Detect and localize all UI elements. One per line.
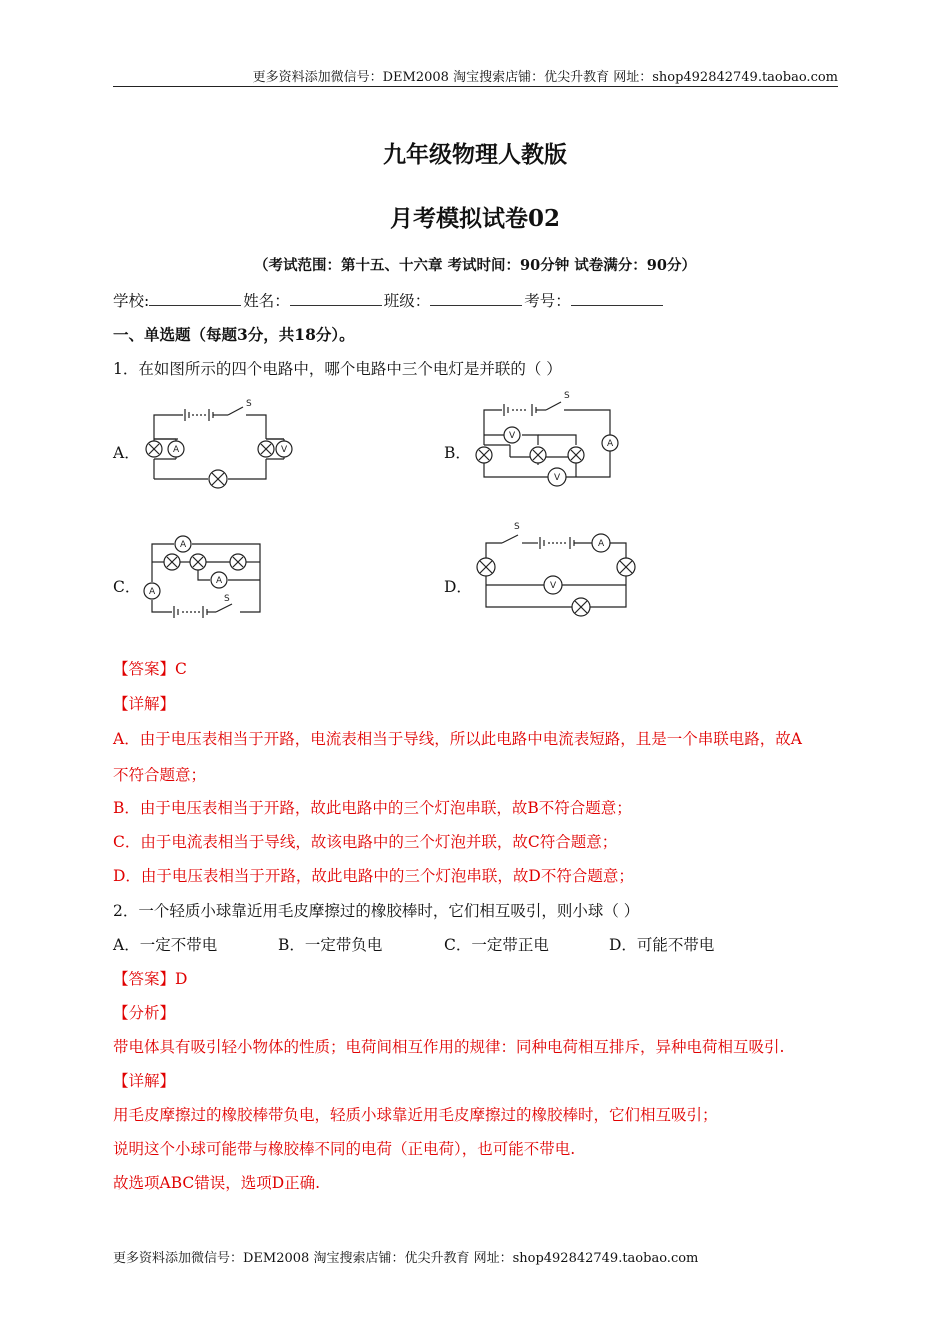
lamp-icon bbox=[209, 470, 227, 488]
q2-detail-label: 【详解】 bbox=[113, 1072, 176, 1090]
q2-option-a: A．一定不带电 bbox=[113, 936, 218, 954]
svg-text:V: V bbox=[509, 431, 516, 441]
svg-text:A: A bbox=[598, 539, 605, 549]
page-header: 更多资料添加微信号：DEM2008 淘宝搜索店铺：优尖升教育 网址：shop492842749.taobao.com bbox=[113, 66, 838, 87]
class-field[interactable] bbox=[430, 290, 522, 306]
name-field[interactable] bbox=[290, 290, 382, 306]
q2-answer: 【答案】D bbox=[113, 970, 188, 988]
q1-option-c-label: C． bbox=[113, 578, 141, 596]
switch-label: S bbox=[246, 399, 252, 409]
q2-explanation-line: 故选项ABC错误，选项D正确. bbox=[113, 1174, 321, 1192]
svg-text:S: S bbox=[514, 522, 520, 532]
exam-info: （考试范围：第十五、十六章 考试时间：90分钟 试卷满分：90分） bbox=[254, 257, 696, 274]
lamp-icon bbox=[146, 441, 162, 457]
q1-explanation-line: B．由于电压表相当于开路，故此电路中的三个灯泡串联，故B不符合题意； bbox=[113, 799, 632, 817]
voltmeter-icon bbox=[276, 441, 292, 457]
q2-explanation-line: 用毛皮摩擦过的橡胶棒带负电，轻质小球靠近用毛皮摩擦过的橡胶棒时，它们相互吸引； bbox=[113, 1106, 718, 1124]
voltmeter-label: V bbox=[281, 445, 288, 455]
doc-title: 九年级物理人教版 bbox=[383, 141, 567, 168]
student-info-form bbox=[113, 289, 665, 311]
number-field[interactable] bbox=[571, 290, 663, 306]
q1-option-a-label: A． bbox=[113, 444, 140, 462]
q2-stem: 2．一个轻质小球靠近用毛皮摩擦过的橡胶棒时，它们相互吸引，则小球（ ） bbox=[113, 902, 640, 920]
circuit-diagram-d bbox=[472, 515, 637, 625]
q2-explanation-line: 说明这个小球可能带与橡胶棒不同的电荷（正电荷），也可能不带电. bbox=[113, 1140, 576, 1158]
q2-option-d: D．可能不带电 bbox=[609, 936, 715, 954]
svg-text:A: A bbox=[149, 587, 156, 597]
q1-stem: 1．在如图所示的四个电路中，哪个电路中三个电灯是并联的（ ） bbox=[113, 360, 562, 378]
q1-explanation-line: C．由于电流表相当于导线，故该电路中的三个灯泡并联，故C符合题意； bbox=[113, 833, 618, 851]
doc-subtitle: 月考模拟试卷02 bbox=[389, 205, 560, 232]
class-label: 班级： bbox=[383, 292, 431, 310]
circuit-diagram-c bbox=[140, 522, 270, 622]
circuit-diagram-b bbox=[470, 385, 630, 490]
svg-text:A: A bbox=[607, 439, 614, 449]
ammeter-label: A bbox=[173, 445, 180, 455]
q2-analysis-label: 【分析】 bbox=[113, 1004, 176, 1022]
q2-option-c: C．一定带正电 bbox=[444, 936, 549, 954]
svg-text:A: A bbox=[180, 540, 187, 550]
q1-option-d-label: D． bbox=[444, 578, 472, 596]
q1-option-b-label: B． bbox=[444, 444, 471, 462]
section-heading: 一、单选题（每题3分，共18分）。 bbox=[113, 325, 355, 344]
school-label: 学校: bbox=[113, 292, 150, 310]
q1-explanation-line: D．由于电压表相当于开路，故此电路中的三个灯泡串联，故D不符合题意； bbox=[113, 867, 634, 885]
q1-explanation-line: 不符合题意； bbox=[113, 766, 207, 784]
q1-answer: 【答案】C bbox=[113, 660, 187, 678]
svg-text:A: A bbox=[216, 576, 223, 586]
svg-text:S: S bbox=[224, 594, 230, 604]
q2-option-b: B．一定带负电 bbox=[278, 936, 383, 954]
lamp-icon bbox=[258, 441, 274, 457]
school-field[interactable] bbox=[149, 290, 241, 306]
number-label: 考号： bbox=[524, 292, 571, 310]
q1-detail-label: 【详解】 bbox=[113, 695, 176, 713]
q2-analysis: 带电体具有吸引轻小物体的性质；电荷间相互作用的规律：同种电荷相互排斥，异种电荷相互吸引. bbox=[113, 1038, 785, 1056]
svg-text:S: S bbox=[564, 391, 570, 401]
circuit-diagram-a bbox=[140, 395, 300, 490]
q1-explanation-line: A．由于电压表相当于开路，电流表相当于导线，所以此电路中电流表短路，且是一个串联电路，故A bbox=[113, 730, 802, 748]
ammeter-icon bbox=[168, 441, 184, 457]
name-label: 姓名： bbox=[243, 292, 290, 310]
page-footer: 更多资料添加微信号：DEM2008 淘宝搜索店铺：优尖升教育 网址：shop492842749.taobao.com bbox=[113, 1251, 699, 1266]
svg-text:V: V bbox=[554, 473, 561, 483]
svg-text:V: V bbox=[550, 581, 557, 591]
